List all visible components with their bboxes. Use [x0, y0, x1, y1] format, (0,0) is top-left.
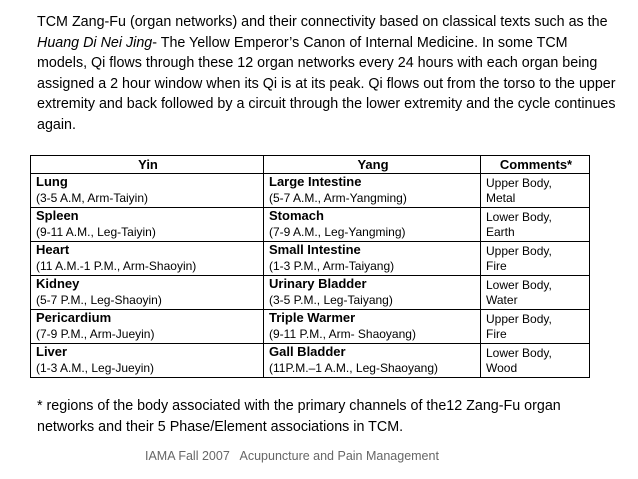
comment-cell: [481, 242, 590, 276]
header-comments: Comments*: [481, 156, 590, 174]
book-title: Huang Di Nei Jing: [37, 34, 153, 51]
comment-element: Earth: [486, 225, 515, 239]
yang-cell: [264, 310, 481, 344]
table-row: [31, 242, 590, 276]
intro-text-part1: TCM Zang-Fu (organ networks) and their connectivity based on classical texts such as the: [37, 14, 608, 30]
yin-detail: (1-3 A.M., Leg-Jueyin): [36, 361, 155, 375]
yin-organ: Liver: [36, 344, 68, 359]
yin-organ: Pericardium: [36, 310, 112, 325]
yang-organ: Small Intestine: [269, 242, 361, 257]
table-row: [31, 310, 590, 344]
yin-cell: [31, 208, 264, 242]
table-row: [31, 174, 590, 208]
yin-organ: Heart: [36, 242, 70, 257]
yang-detail: (7-9 A.M., Leg-Yangming): [269, 225, 406, 239]
table-row: [31, 344, 590, 378]
yang-organ: Stomach: [269, 208, 324, 223]
comment-region: Upper Body,: [486, 244, 552, 258]
header-yang: Yang: [264, 156, 481, 174]
yang-cell: [264, 344, 481, 378]
organ-network-table: [30, 155, 590, 378]
header-yin: Yin: [31, 156, 264, 174]
intro-paragraph: [37, 12, 617, 135]
comment-region: Upper Body,: [486, 176, 552, 190]
yang-detail: (1-3 P.M., Arm-Taiyang): [269, 259, 395, 273]
footnote: * regions of the body associated with the primary channels of the12 Zang-Fu organ networks and their 5 Phase/Element associations in TCM.: [37, 398, 561, 435]
yang-cell: [264, 174, 481, 208]
comment-element: Metal: [486, 191, 516, 205]
table-row: [31, 276, 590, 310]
yin-cell: [31, 276, 264, 310]
comment-cell: [481, 174, 590, 208]
comment-region: Upper Body,: [486, 312, 552, 326]
comment-cell: [481, 344, 590, 378]
yang-detail: (9-11 P.M., Arm- Shaoyang): [269, 327, 416, 341]
yin-organ: Kidney: [36, 276, 80, 291]
comment-cell: [481, 208, 590, 242]
yang-organ: Urinary Bladder: [269, 276, 367, 291]
yang-cell: [264, 208, 481, 242]
comment-region: Lower Body,: [486, 210, 552, 224]
comment-element: Wood: [486, 361, 518, 375]
yin-organ: Lung: [36, 174, 68, 189]
comment-cell: [481, 276, 590, 310]
comment-region: Lower Body,: [486, 346, 552, 360]
yin-cell: [31, 174, 264, 208]
yang-cell: [264, 242, 481, 276]
intro-text-part2: - The Yellow Emperor’s Canon of Internal Medicine. In some TCM models, Qi flows through these 12 organ networks every 24 hours with each organ being assigned a 2 hour window when its Qi is at its peak. Qi flows out from the torso to the upper extremity and back followed by a circuit through the lower extremity and the cycle continues again.: [37, 34, 616, 133]
yin-detail: (9-11 A.M., Leg-Taiyin): [36, 225, 156, 239]
table-row: [31, 208, 590, 242]
yang-cell: [264, 276, 481, 310]
comment-cell: [481, 310, 590, 344]
yang-detail: (3-5 P.M., Leg-Taiyang): [269, 293, 393, 307]
comment-element: Water: [486, 293, 518, 307]
yin-detail: (11 A.M.-1 P.M., Arm-Shaoyin): [36, 259, 197, 273]
yang-organ: Gall Bladder: [269, 344, 346, 359]
yang-organ: Triple Warmer: [269, 310, 356, 325]
yin-cell: [31, 242, 264, 276]
table-header-row: [31, 156, 590, 174]
comment-region: Lower Body,: [486, 278, 552, 292]
yin-detail: (5-7 P.M., Leg-Shaoyin): [36, 293, 162, 307]
comment-element: Fire: [486, 327, 507, 341]
comment-element: Fire: [486, 259, 507, 273]
yin-detail: (3-5 A.M, Arm-Taiyin): [36, 191, 149, 205]
yang-organ: Large Intestine: [269, 174, 362, 189]
yin-detail: (7-9 P.M., Arm-Jueyin): [36, 327, 155, 341]
yin-organ: Spleen: [36, 208, 79, 223]
yin-cell: [31, 310, 264, 344]
slide-footer: IAMA Fall 2007 Acupuncture and Pain Management: [145, 449, 439, 463]
yang-detail: (11P.M.–1 A.M., Leg-Shaoyang): [269, 361, 438, 375]
yang-detail: (5-7 A.M., Arm-Yangming): [269, 191, 407, 205]
yin-cell: [31, 344, 264, 378]
